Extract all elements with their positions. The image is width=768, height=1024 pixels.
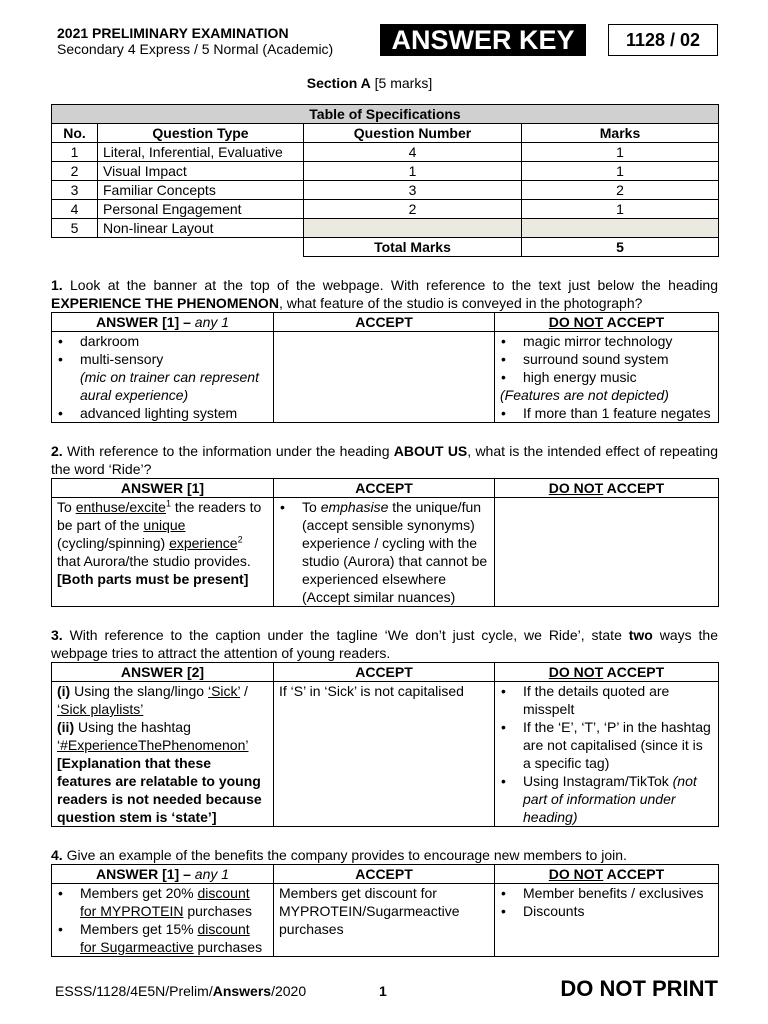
answer-header-label: ANSWER [1]: [95, 314, 180, 330]
question-text: ways the webpage tries to attract the attention of young readers.: [51, 627, 719, 661]
reject-header: [495, 663, 719, 682]
answer-point-1: [57, 682, 268, 718]
list-item: • If the details quoted are misspelt: [500, 682, 713, 718]
reject-header-accept: ACCEPT: [603, 314, 665, 330]
answer-text: Using the hashtag: [74, 719, 191, 735]
answer-header: [52, 865, 274, 884]
list-item: [57, 884, 268, 920]
footer-code-part: ESSS/1128/4E5N/Prelim/: [55, 983, 213, 999]
spec-cell: 3: [52, 181, 98, 200]
spec-cell: 1: [52, 143, 98, 162]
reject-header-not: DO NOT: [548, 866, 604, 882]
reject-cell: [495, 498, 719, 607]
answer-keyword: enthuse/excite: [75, 499, 166, 515]
answer-key-page: [51, 22, 718, 957]
page-number: 1: [379, 983, 387, 999]
table-row: [52, 219, 719, 238]
answer-text: purchases: [193, 939, 263, 955]
accept-cell: Members get discount for MYPROTEIN/Sugarmeactive purchases: [274, 884, 495, 957]
list-item: • darkroom: [57, 332, 268, 350]
question-heading-ref: EXPERIENCE THE PHENOMENON: [51, 295, 279, 311]
spec-header-question: Question Number: [304, 124, 522, 143]
answer-cell: [52, 884, 274, 957]
question-3: [51, 626, 718, 662]
table-row: [52, 143, 719, 162]
accept-text: the unique/fun (accept sensible synonyms) experience / cycling with the studio (Aurora) that cannot be experienced elsewhere (Accept similar nuances): [302, 499, 488, 605]
reject-text: Using Instagram/TikTok: [523, 773, 673, 789]
answer-header-any: any 1: [194, 314, 230, 330]
accept-header: ACCEPT: [274, 479, 495, 498]
answer-keyword: for Sugarmeactive: [80, 939, 194, 955]
answer-point-2: [57, 718, 268, 736]
answer-text: Members get 15%: [80, 921, 198, 937]
question-text: With reference to the caption under the tagline ‘We don’t just cycle, we Ride’, state: [62, 627, 629, 643]
answer-label: (i): [57, 683, 71, 699]
spec-table-title: Table of Specifications: [52, 105, 719, 124]
answer-table-q3: [51, 662, 719, 827]
question-text: With reference to the information under the heading: [62, 443, 394, 459]
spec-cell: 4: [304, 143, 522, 162]
answer-header-any: any 1: [194, 866, 230, 882]
answer-cell: [52, 332, 274, 423]
reject-header-accept: ACCEPT: [603, 866, 665, 882]
spec-header-marks: Marks: [522, 124, 719, 143]
answer-footnote: 1: [165, 498, 171, 509]
paper-code-box: 1128 / 02: [608, 24, 718, 56]
question-2: [51, 442, 718, 478]
page-footer: [51, 976, 718, 1002]
spec-cell: 1: [522, 200, 719, 219]
footer-code-bold: Answers: [212, 983, 272, 999]
question-number: 1.: [51, 277, 63, 293]
total-row: [52, 238, 719, 257]
answer-keyword: discount: [197, 885, 250, 901]
spec-cell-empty: [522, 219, 719, 238]
section-name: Section A: [306, 75, 371, 91]
spec-cell: 3: [304, 181, 522, 200]
list-item: • magic mirror technology: [500, 332, 713, 350]
list-item: • Discounts: [500, 902, 713, 920]
accept-cell: [274, 498, 495, 607]
spec-cell-empty: [304, 219, 522, 238]
question-emphasis: two: [628, 627, 653, 643]
answer-header-dash: –: [179, 314, 195, 330]
list-item: • If more than 1 feature negates: [500, 404, 713, 422]
answer-keyword: ‘Sick playlists’: [57, 701, 144, 717]
question-text: , what is the intended effect of repeating the word ‘Ride’?: [51, 443, 718, 477]
answer-header: ANSWER [1]: [52, 479, 274, 498]
accept-header: ACCEPT: [274, 865, 495, 884]
footer-code-part: /2020: [271, 983, 307, 999]
spec-cell: 2: [52, 162, 98, 181]
question-4: [51, 846, 718, 864]
answer-marking-note: [Explanation that these features are relatable to young readers is not needed because question stem is ‘state’]: [57, 755, 262, 825]
specification-table: [51, 104, 719, 257]
page-header: [51, 22, 718, 62]
answer-text: /: [240, 683, 248, 699]
accept-cell: [274, 332, 495, 423]
section-marks: [5 marks]: [374, 75, 433, 91]
reject-header: [495, 313, 719, 332]
spec-cell: 4: [52, 200, 98, 219]
spec-cell: 1: [522, 143, 719, 162]
table-row: [52, 162, 719, 181]
question-text: Look at the banner at the top of the webpage. With reference to the text just below the heading: [62, 277, 718, 293]
reject-header: [495, 479, 719, 498]
exam-title: 2021 PRELIMINARY EXAMINATION: [57, 25, 289, 41]
question-text: Give an example of the benefits the company provides to encourage new members to join.: [62, 847, 627, 863]
spec-cell: Non-linear Layout: [98, 219, 304, 238]
spec-cell: Literal, Inferential, Evaluative: [98, 143, 304, 162]
accept-header: ACCEPT: [274, 313, 495, 332]
list-item: • high energy music: [500, 368, 713, 386]
reject-header-not: DO NOT: [548, 664, 604, 680]
answer-keyword: ‘Sick’: [207, 683, 241, 699]
answer-keyword: for MYPROTEIN: [80, 903, 184, 919]
answer-text: the readers to be part of the: [57, 499, 262, 533]
reject-cell: [495, 884, 719, 957]
reject-header: [495, 865, 719, 884]
section-title: [21, 74, 718, 92]
total-row-spacer: [52, 238, 304, 257]
spec-header-no: No.: [52, 124, 98, 143]
answer-table-q4: [51, 864, 719, 957]
reject-cell: [495, 332, 719, 423]
answer-header-label: ANSWER [1]: [95, 866, 180, 882]
question-number: 4.: [51, 847, 63, 863]
accept-header: ACCEPT: [274, 663, 495, 682]
do-not-print-notice: DO NOT PRINT: [560, 976, 718, 1001]
answer-cell: [52, 682, 274, 827]
answer-label: (ii): [57, 719, 75, 735]
table-row: [52, 181, 719, 200]
reject-header-not: DO NOT: [548, 314, 604, 330]
question-text: , what feature of the studio is conveyed in the photograph?: [278, 295, 643, 311]
reject-header-accept: ACCEPT: [603, 664, 665, 680]
reject-note: (not part of information under heading): [523, 773, 697, 825]
spec-cell: Personal Engagement: [98, 200, 304, 219]
answer-keyword: discount: [197, 921, 250, 937]
answer-header-dash: –: [179, 866, 195, 882]
answer-note: (mic on trainer can represent aural experience): [80, 369, 259, 403]
spec-cell: 2: [304, 200, 522, 219]
list-item: • Member benefits / exclusives: [500, 884, 713, 902]
answer-marking-note: [Both parts must be present]: [57, 571, 249, 587]
spec-cell: 2: [522, 181, 719, 200]
spec-cell: Familiar Concepts: [98, 181, 304, 200]
answer-text: Using the slang/lingo: [70, 683, 208, 699]
spec-header-type: Question Type: [98, 124, 304, 143]
question-1: [51, 276, 718, 312]
question-heading-ref: ABOUT US: [393, 443, 468, 459]
answer-key-banner: ANSWER KEY: [380, 24, 586, 56]
answer-text: Members get 20%: [80, 885, 198, 901]
list-item: [57, 920, 268, 956]
list-item: • advanced lighting system: [57, 404, 268, 422]
footer-document-code: [55, 982, 306, 1000]
answer-text: (cycling/spinning): [57, 535, 170, 551]
total-marks-value: 5: [522, 238, 719, 257]
total-marks-label: Total Marks: [304, 238, 522, 257]
list-item: • surround sound system: [500, 350, 713, 368]
spec-cell: 1: [304, 162, 522, 181]
answer-footnote: 2: [237, 534, 243, 545]
answer-cell: [52, 498, 274, 607]
reject-cell: [495, 682, 719, 827]
answer-text: To: [57, 499, 76, 515]
exam-subtitle: Secondary 4 Express / 5 Normal (Academic): [57, 41, 334, 57]
accept-keyword: emphasise: [320, 499, 389, 515]
table-row: [52, 200, 719, 219]
accept-text: To: [302, 499, 321, 515]
answer-header: [52, 313, 274, 332]
reject-header-not: DO NOT: [548, 480, 604, 496]
answer-table-q2: [51, 478, 719, 607]
reject-note: (Features are not depicted): [500, 387, 669, 403]
spec-cell: 1: [522, 162, 719, 181]
spec-cell: 5: [52, 219, 98, 238]
answer-keyword: experience: [169, 535, 238, 551]
list-item: [279, 498, 489, 606]
list-item: • multi-sensory: [57, 350, 268, 368]
spec-cell: Visual Impact: [98, 162, 304, 181]
list-item: [500, 772, 713, 826]
question-number: 3.: [51, 627, 63, 643]
reject-header-accept: ACCEPT: [603, 480, 665, 496]
answer-keyword: ‘#ExperienceThePhenomenon’: [57, 737, 249, 753]
answer-keyword: unique: [143, 517, 186, 533]
answer-table-q1: [51, 312, 719, 423]
answer-text: that Aurora/the studio provides.: [57, 553, 251, 569]
accept-cell: If ‘S’ in ‘Sick’ is not capitalised: [274, 682, 495, 827]
list-item: • If the ‘E’, ‘T’, ‘P’ in the hashtag are not capitalised (since it is a specific tag): [500, 718, 713, 772]
answer-text: purchases: [183, 903, 252, 919]
answer-header: ANSWER [2]: [52, 663, 274, 682]
question-number: 2.: [51, 443, 63, 459]
